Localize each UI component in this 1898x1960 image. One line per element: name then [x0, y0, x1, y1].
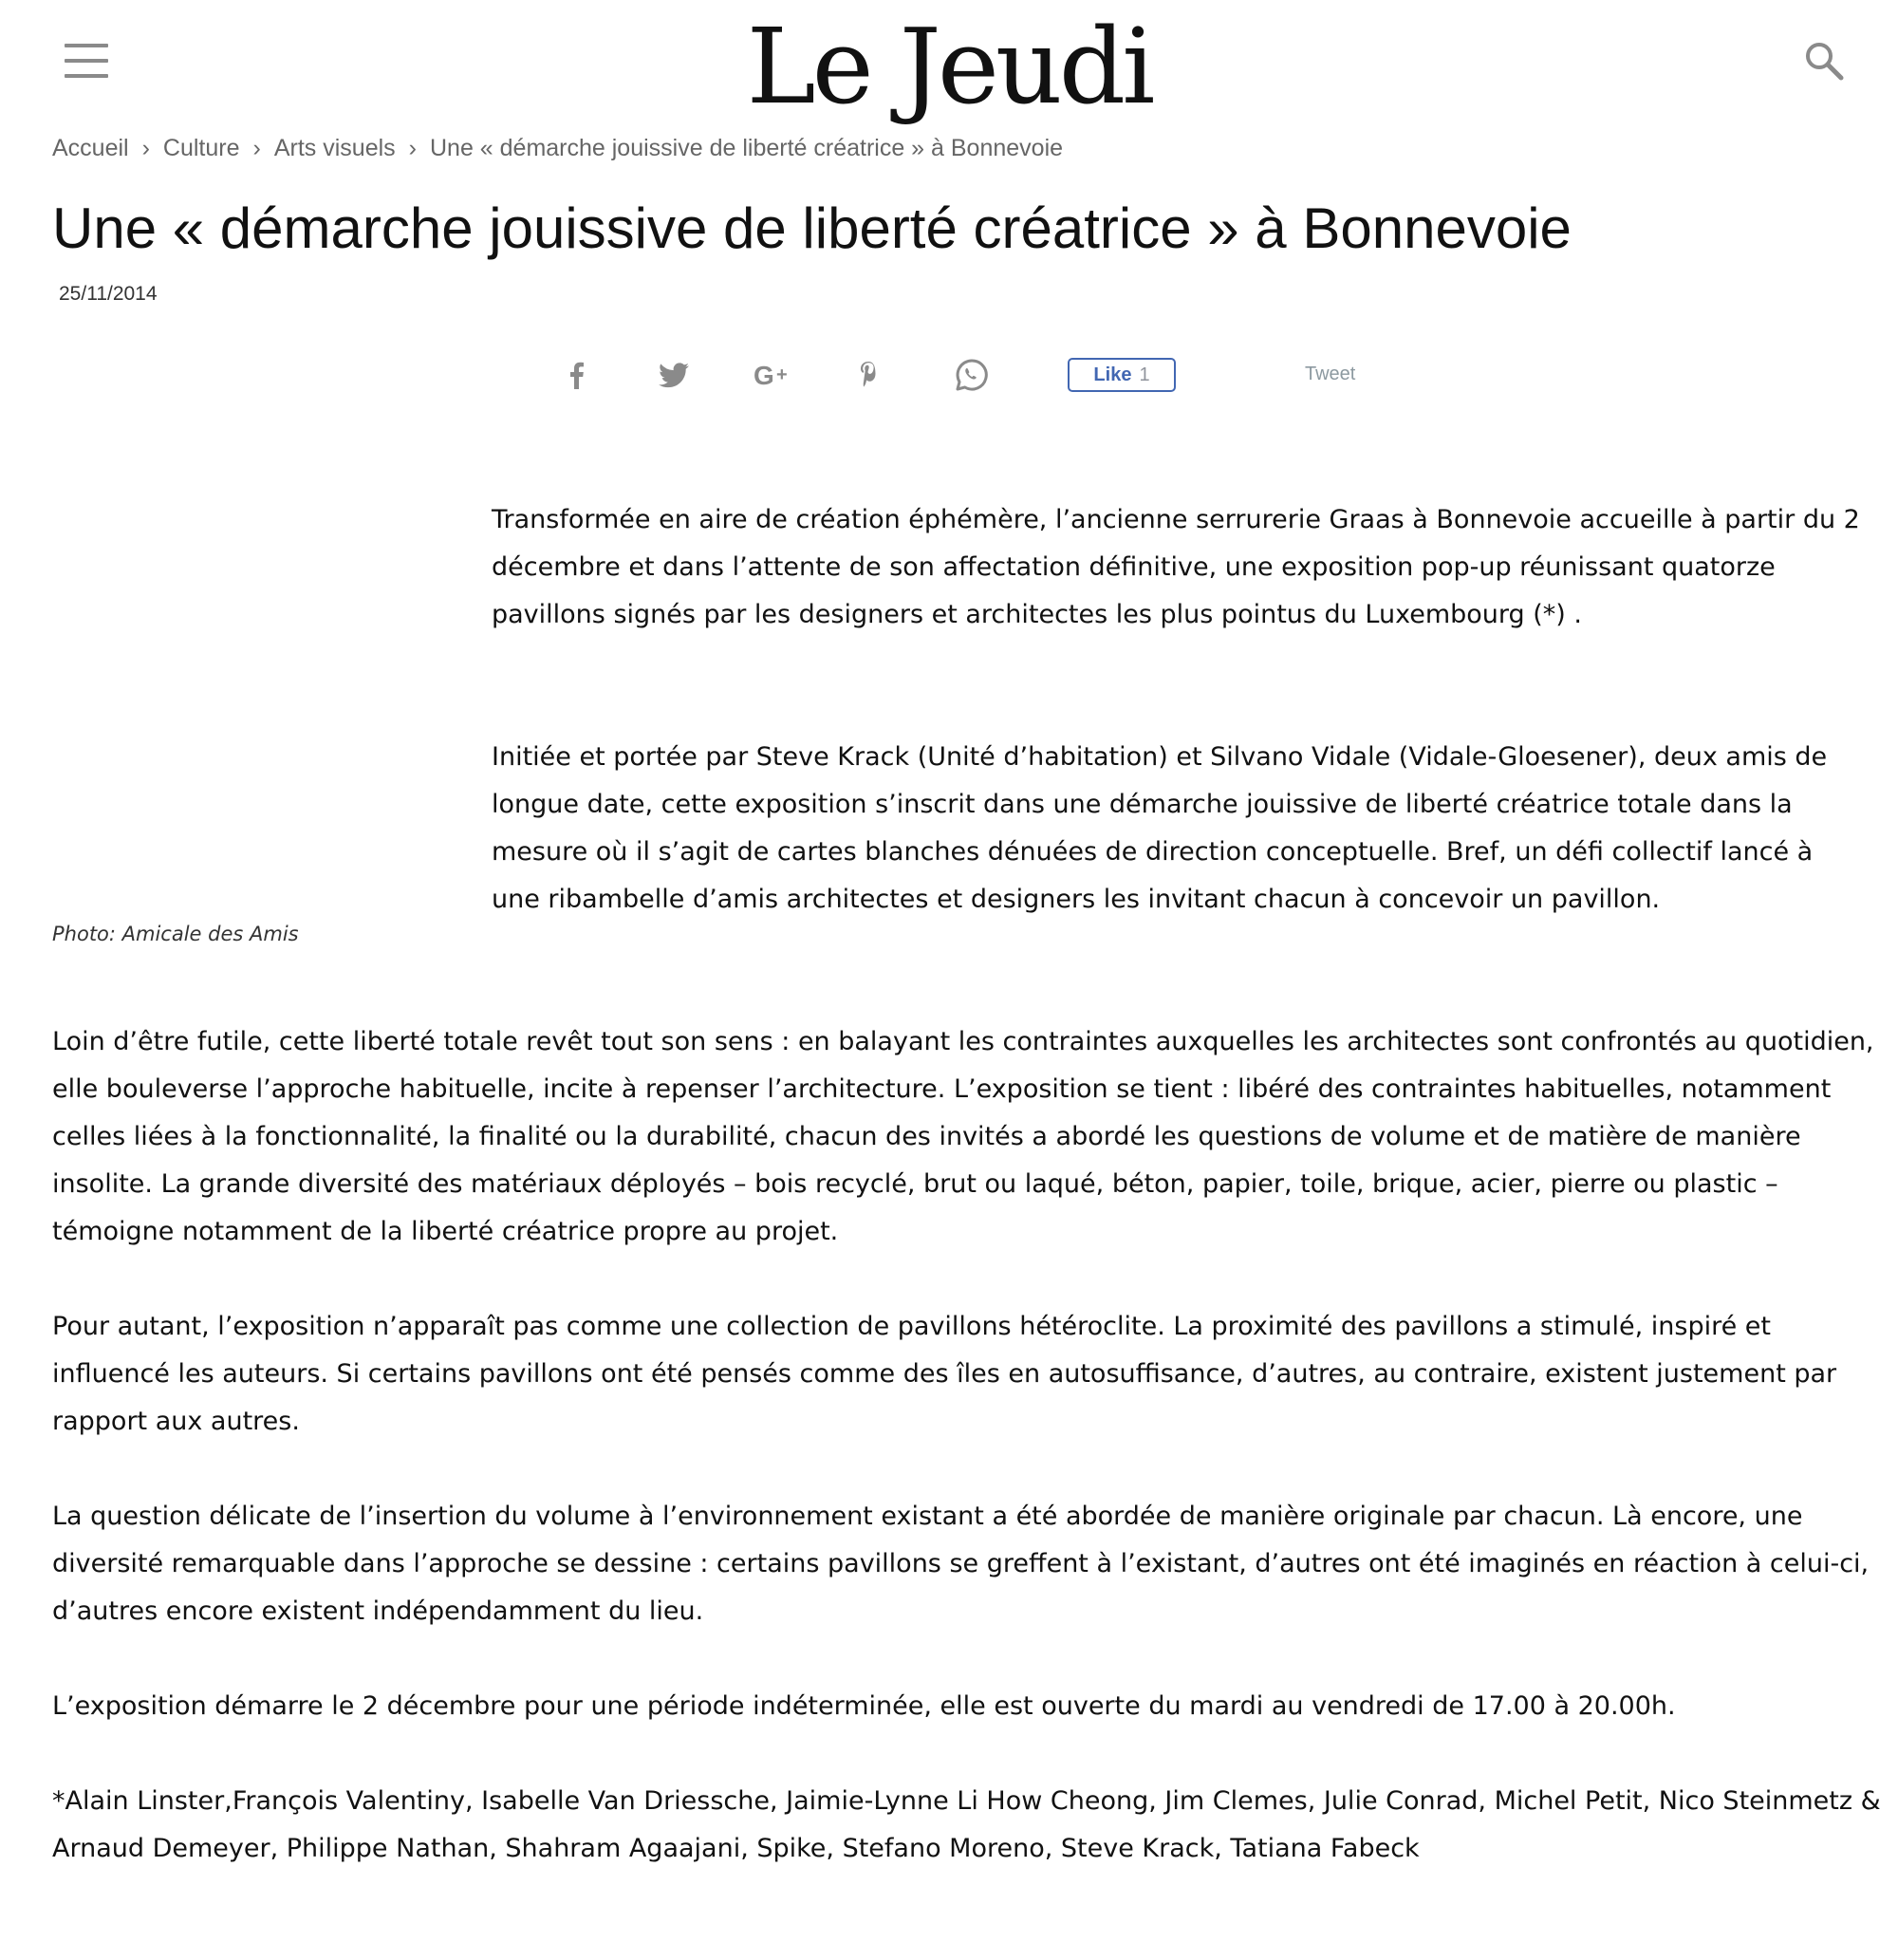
article-paragraph: *Alain Linster,François Valentiny, Isabelle Van Driessche, Jaimie-Lynne Li How Cheong, Jim Clemes, Julie Conrad, Michel Petit, Nico Steinmetz & Arnaud Demeyer, Philippe Nathan, Shahram Agaajani, Spike, Stefano Moreno, Steve Krack, Tatiana Fabeck	[52, 1786, 1881, 1863]
article-date: 25/11/2014	[59, 283, 158, 305]
breadcrumb-separator: ›	[408, 135, 417, 161]
site-logo[interactable]: Le Jeudi	[746, 6, 1152, 127]
tweet-button[interactable]: Tweet	[1305, 364, 1356, 384]
breadcrumb-item-accueil[interactable]: Accueil	[52, 135, 129, 161]
breadcrumb-separator: ›	[141, 135, 150, 161]
breadcrumb-separator: ›	[252, 135, 261, 161]
article-paragraph: Transformée en aire de création éphémère, l’ancienne serrurerie Graas à Bonnevoie accueille à partir du 2 décembre et dans l’attente de son affectation définitive, une exposition pop-up réunissant quatorze pavillons signés par les designers et architectes les plus pointus du Luxembourg (*) .	[492, 505, 1860, 629]
svg-text:+: +	[776, 364, 788, 385]
svg-text:G: G	[754, 362, 774, 388]
article-paragraph: L’exposition démarre le 2 décembre pour une période indéterminée, elle est ouverte du mardi au vendredi de 17.00 à 20.00h.	[52, 1691, 1676, 1721]
breadcrumb-item-culture[interactable]: Culture	[162, 135, 240, 161]
pinterest-icon[interactable]	[854, 351, 883, 399]
whatsapp-icon[interactable]	[953, 351, 991, 399]
breadcrumb-item-arts-visuels[interactable]: Arts visuels	[273, 135, 396, 161]
breadcrumb-item-current[interactable]: Une « démarche jouissive de liberté créatrice » à Bonnevoie	[429, 135, 1064, 161]
page-title: Une « démarche jouissive de liberté créatrice » à Bonnevoie	[52, 196, 1572, 260]
site-header	[0, 0, 1898, 128]
breadcrumb	[52, 135, 1063, 162]
photo-caption: Photo: Amicale des Amis	[52, 923, 299, 945]
article-paragraph: Loin d’être futile, cette liberté totale revêt tout son sens : en balayant les contraintes auxquelles les architectes sont confrontés au quotidien, elle bouleverse l’approche habituelle, incite à repenser l’architecture. L’exposition se tient : libéré des contraintes habituelles, notamment celles liées à la fonctionnalité, la finalité ou la durabilité, chacun des invités a abordé les questions de volume et de matière de manière insolite. La grande diversité des matériaux déployés – bois recyclé, brut ou laqué, béton, papier, toile, brique, acier, pierre ou plastic – témoigne notamment de la liberté créatrice propre au projet.	[52, 1027, 1874, 1246]
facebook-like-button[interactable]	[1068, 358, 1176, 392]
search-icon[interactable]	[1803, 40, 1845, 82]
article-paragraph: Initiée et portée par Steve Krack (Unité d’habitation) et Silvano Vidale (Vidale-Gloesener), deux amis de longue date, cette exposition s’inscrit dans une démarche jouissive de liberté créatrice totale dans la mesure où il s’agit de cartes blanches dénuées de direction conceptuelle. Bref, un défi collectif lancé à une ribambelle d’amis architectes et designers les invitant chacun à concevoir un pavillon.	[492, 742, 1828, 914]
twitter-icon[interactable]	[655, 351, 693, 399]
like-label: Like	[1093, 364, 1132, 385]
like-count: 1	[1139, 364, 1150, 385]
article-paragraph: La question délicate de l’insertion du volume à l’environnement existant a été abordée de manière originale par chacun. Là encore, une diversité remarquable dans l’approche se dessine : certains pavillons se greffent à l’existant, d’autres ont été imaginés en réaction à celui-ci, d’autres encore existent indépendamment du lieu.	[52, 1502, 1870, 1626]
article-paragraph: Pour autant, l’exposition n’apparaît pas comme une collection de pavillons hétéroclite. La proximité des pavillons a stimulé, inspiré et influencé les auteurs. Si certains pavillons ont été pensés comme des îles en autosuffisance, d’autres, au contraire, existent justement par rapport aux autres.	[52, 1312, 1837, 1436]
google-plus-icon[interactable]	[753, 351, 796, 399]
facebook-icon[interactable]	[560, 351, 592, 399]
